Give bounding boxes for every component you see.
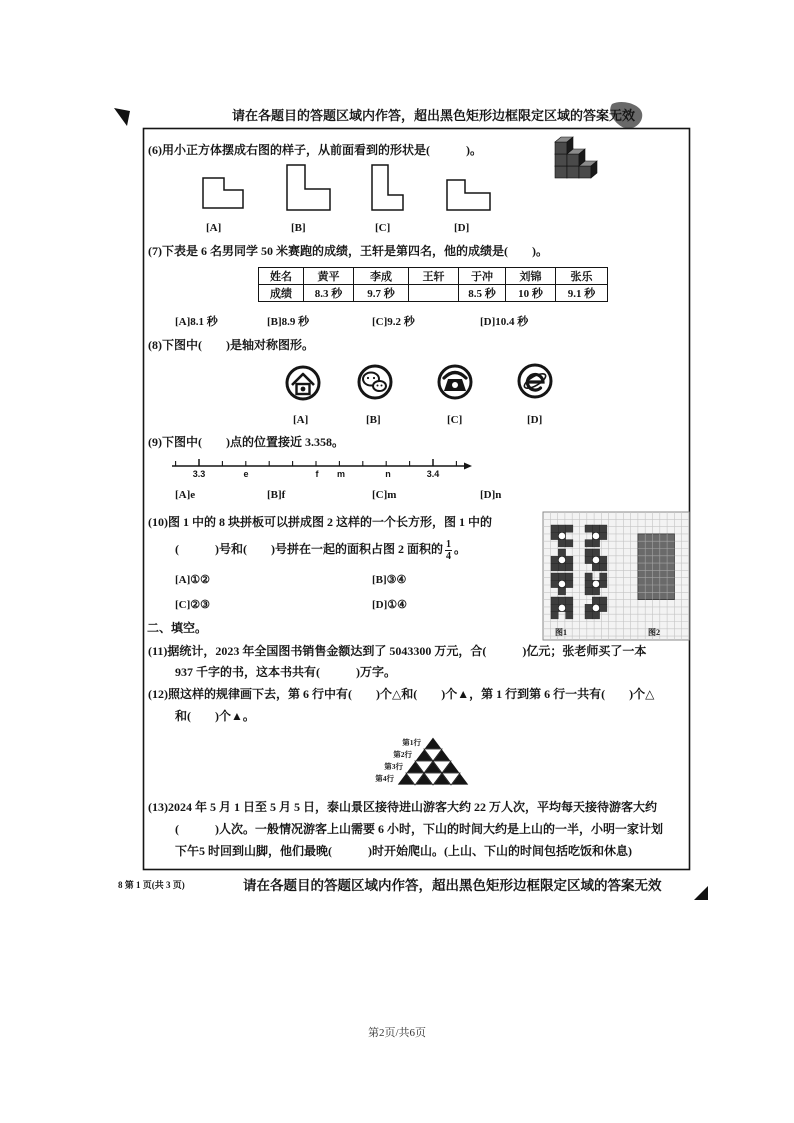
table-row-names xyxy=(259,268,608,285)
puzzle-piece-number-circle xyxy=(592,604,599,611)
puzzle-piece-cell xyxy=(566,604,573,611)
puzzle-piece-number-circle xyxy=(558,604,565,611)
table-cell: 王轩 xyxy=(409,268,459,285)
puzzle-piece-cell xyxy=(585,604,592,611)
puzzle-piece-cell xyxy=(600,573,607,580)
q13-stem-line3: 下午5 时回到山脚，他们最晚( )时开始爬山。(上山、下山的时间包括吃饭和休息) xyxy=(175,844,632,858)
number-line-label-m: m xyxy=(336,469,346,479)
ie-browser-icon xyxy=(519,365,551,397)
shape-option-a xyxy=(203,178,243,208)
number-line xyxy=(172,459,472,470)
number-line-arrow xyxy=(464,463,472,470)
q9-stem: (9)下图中( )点的位置接近 3.358。 xyxy=(148,435,344,449)
wechat-icon xyxy=(359,366,391,398)
q11-stem-line2: 937 千字的书，这本书共有( )万字。 xyxy=(175,665,396,679)
document-page-number: 第2页/共6页 xyxy=(367,1027,427,1039)
table-cell: 张乐 xyxy=(556,268,608,285)
shape-option-c xyxy=(372,165,403,210)
puzzle-piece-cell xyxy=(566,556,573,563)
puzzle-piece-cell xyxy=(585,573,592,580)
fraction-one-quarter xyxy=(445,539,452,562)
puzzle-piece-cell xyxy=(566,612,573,619)
puzzle-piece-cell xyxy=(585,612,592,619)
figure-2-label: 图2 xyxy=(648,628,660,637)
triangle-row-label-2: 第2行 xyxy=(393,750,412,759)
puzzle-piece-cell xyxy=(551,597,558,604)
puzzle-piece-cell xyxy=(592,525,599,532)
puzzle-piece-cell xyxy=(592,540,599,547)
q8-option-b: [B] xyxy=(366,414,381,426)
puzzle-piece-cell xyxy=(566,597,573,604)
puzzle-piece-cell xyxy=(585,525,592,532)
q6-shape-options xyxy=(203,165,490,210)
black-triangle xyxy=(424,737,442,749)
cube-front-face xyxy=(579,166,591,178)
triangle-row-label-4: 第4行 xyxy=(375,774,394,783)
puzzle-piece-cell xyxy=(558,525,565,532)
q9-option-d: [D]n xyxy=(480,489,502,501)
q6-option-a: [A] xyxy=(206,222,222,234)
cube-front-face xyxy=(555,154,567,166)
puzzle-piece-cell xyxy=(592,588,599,595)
puzzle-piece-cell xyxy=(551,580,558,587)
number-line-label-3.3: 3.3 xyxy=(192,469,206,479)
answer-area-frame xyxy=(144,129,690,870)
puzzle-piece-number-circle xyxy=(558,580,565,587)
q8-option-a: [A] xyxy=(293,414,309,426)
q10-option-d: [D]①④ xyxy=(372,599,407,611)
q10-stem-line2 xyxy=(175,536,466,562)
puzzle-figure xyxy=(543,512,689,640)
cube-front-face xyxy=(555,166,567,178)
table-cell: 黄平 xyxy=(304,268,354,285)
puzzle-piece-cell xyxy=(566,573,573,580)
shape-option-b xyxy=(287,165,330,210)
number-line-label-3.4: 3.4 xyxy=(426,469,440,479)
shape-option-d xyxy=(447,180,490,210)
puzzle-piece-number-circle xyxy=(558,532,565,539)
table-cell: 于冲 xyxy=(459,268,506,285)
home-icon xyxy=(287,367,319,399)
corner-marker-top-left xyxy=(114,108,130,126)
q10-stem-line2-text: ( )号和( )号拼在一起的面积占图 2 面积的 xyxy=(175,542,443,556)
number-line-label-f: f xyxy=(315,469,319,479)
table-cell xyxy=(409,285,459,302)
header-notice: 请在各题目的答题区域内作答，超出黑色矩形边框限定区域的答案无效 xyxy=(232,108,636,123)
q9-option-b: [B]f xyxy=(267,489,286,501)
puzzle-piece-cell xyxy=(551,564,558,571)
q10-option-a: [A]①② xyxy=(175,574,210,586)
page-marker: 8 第 1 页(共 3 页) xyxy=(118,880,185,890)
q13-stem-line2: ( )人次。一般情况游客上山需要 6 小时，下山的时间大约是上山的一半，小明一家计划 xyxy=(175,822,663,836)
puzzle-piece-cell xyxy=(600,597,607,604)
q12-stem-line2: 和( )个▲。 xyxy=(175,709,255,723)
cube xyxy=(579,161,597,178)
puzzle-piece-cell xyxy=(600,604,607,611)
q7-option-c: [C]9.2 秒 xyxy=(372,316,415,328)
puzzle-piece-cell xyxy=(551,525,558,532)
q7-option-b: [B]8.9 秒 xyxy=(267,316,310,328)
q7-option-d: [D]10.4 秒 xyxy=(480,316,529,328)
puzzle-piece-cell xyxy=(592,564,599,571)
puzzle-piece-cell xyxy=(551,532,558,539)
puzzle-piece-cell xyxy=(592,597,599,604)
puzzle-piece-cell xyxy=(551,612,558,619)
puzzle-piece-cell xyxy=(600,564,607,571)
cube-front-face xyxy=(555,142,567,154)
puzzle-piece-cell xyxy=(558,564,565,571)
q6-option-d: [D] xyxy=(454,222,470,234)
table-cell: 9.1 秒 xyxy=(556,285,608,302)
q13-stem-line1: (13)2024 年 5 月 1 日至 5 月 5 日，泰山景区接待进山游客大约 22 万人次，平均每天接待游客大约 xyxy=(148,800,657,814)
triangle-row-label-1: 第1行 xyxy=(402,738,421,747)
table-cell: 9.7 秒 xyxy=(354,285,409,302)
cube-figure xyxy=(555,137,597,178)
puzzle-piece-cell xyxy=(551,604,558,611)
puzzle-piece-cell xyxy=(600,556,607,563)
puzzle-piece-cell xyxy=(551,573,558,580)
cube-front-face xyxy=(567,166,579,178)
table-cell: 10 秒 xyxy=(506,285,556,302)
q6-option-b: [B] xyxy=(291,222,306,234)
q6-stem: (6)用小正方体摆成右图的样子，从前面看到的形状是( )。 xyxy=(148,143,482,157)
puzzle-piece-cell xyxy=(558,573,565,580)
table-cell: 8.5 秒 xyxy=(459,285,506,302)
q10-option-b: [B]③④ xyxy=(372,574,407,586)
q9-option-a: [A]e xyxy=(175,489,196,501)
q8-option-d: [D] xyxy=(527,414,543,426)
q8-stem: (8)下图中( )是轴对称图形。 xyxy=(148,338,314,352)
puzzle-piece-cell xyxy=(600,532,607,539)
puzzle-piece-cell xyxy=(585,549,592,556)
puzzle-piece-cell xyxy=(592,549,599,556)
q6-option-c: [C] xyxy=(375,222,391,234)
table-row-scores xyxy=(259,285,608,302)
q7-option-a: [A]8.1 秒 xyxy=(175,316,218,328)
puzzle-piece-cell xyxy=(551,556,558,563)
puzzle-piece-cell xyxy=(558,597,565,604)
puzzle-piece-cell xyxy=(585,588,592,595)
figure-2-rectangle xyxy=(638,534,675,600)
puzzle-piece-cell xyxy=(592,612,599,619)
table-cell: 8.3 秒 xyxy=(304,285,354,302)
table-cell: 刘锦 xyxy=(506,268,556,285)
puzzle-piece-number-circle xyxy=(592,580,599,587)
puzzle-piece-number-circle xyxy=(558,556,565,563)
corner-marker-bottom-right xyxy=(694,886,708,900)
q12-stem-line1: (12)照这样的规律画下去，第 6 行中有( )个△和( )个▲，第 1 行到第 6 行一共有( )个△ xyxy=(148,687,655,701)
q10-stem-line2-end: 。 xyxy=(454,542,467,556)
table-cell: 李成 xyxy=(354,268,409,285)
puzzle-piece-cell xyxy=(566,580,573,587)
q7-stem: (7)下表是 6 名男同学 50 米赛跑的成绩，王轩是第四名，他的成绩是( )。 xyxy=(148,244,548,258)
q11-stem-line1: (11)据统计，2023 年全国图书销售金额达到了 5043300 万元，合( )亿元；张老师买了一本 xyxy=(148,644,647,658)
puzzle-piece-cell xyxy=(600,580,607,587)
puzzle-piece-cell xyxy=(600,525,607,532)
puzzle-piece-cell xyxy=(566,564,573,571)
figure-1-label: 图1 xyxy=(555,628,567,637)
q10-stem-line1: (10)图 1 中的 8 块拼板可以拼成图 2 这样的一个长方形，图 1 中的 xyxy=(148,515,492,529)
puzzle-piece-cell xyxy=(585,540,592,547)
telephone-icon xyxy=(439,366,471,398)
puzzle-piece-cell xyxy=(585,580,592,587)
puzzle-piece-number-circle xyxy=(592,532,599,539)
table-cell: 姓名 xyxy=(259,268,304,285)
cube-front-face xyxy=(567,154,579,166)
puzzle-piece-cell xyxy=(585,556,592,563)
q7-score-table xyxy=(258,267,608,302)
q9-option-c: [C]m xyxy=(372,489,397,501)
number-line-label-n: n xyxy=(385,469,391,479)
fraction-denominator: 4 xyxy=(446,550,451,562)
q10-option-c: [C]②③ xyxy=(175,599,210,611)
puzzle-piece-cell xyxy=(558,549,565,556)
number-line-label-e: e xyxy=(243,469,249,479)
footer-notice: 请在各题目的答题区域内作答，超出黑色矩形边框限定区域的答案无效 xyxy=(243,878,662,893)
q8-option-c: [C] xyxy=(447,414,463,426)
triangle-row-label-3: 第3行 xyxy=(384,762,403,771)
puzzle-piece-cell xyxy=(566,540,573,547)
puzzle-piece-number-circle xyxy=(592,556,599,563)
puzzle-piece-cell xyxy=(566,525,573,532)
fraction-numerator: 1 xyxy=(446,538,451,550)
table-cell: 成绩 xyxy=(259,285,304,302)
puzzle-piece-cell xyxy=(558,540,565,547)
section-heading-fill-blank: 二、填空。 xyxy=(147,621,208,635)
puzzle-piece-cell xyxy=(558,588,565,595)
